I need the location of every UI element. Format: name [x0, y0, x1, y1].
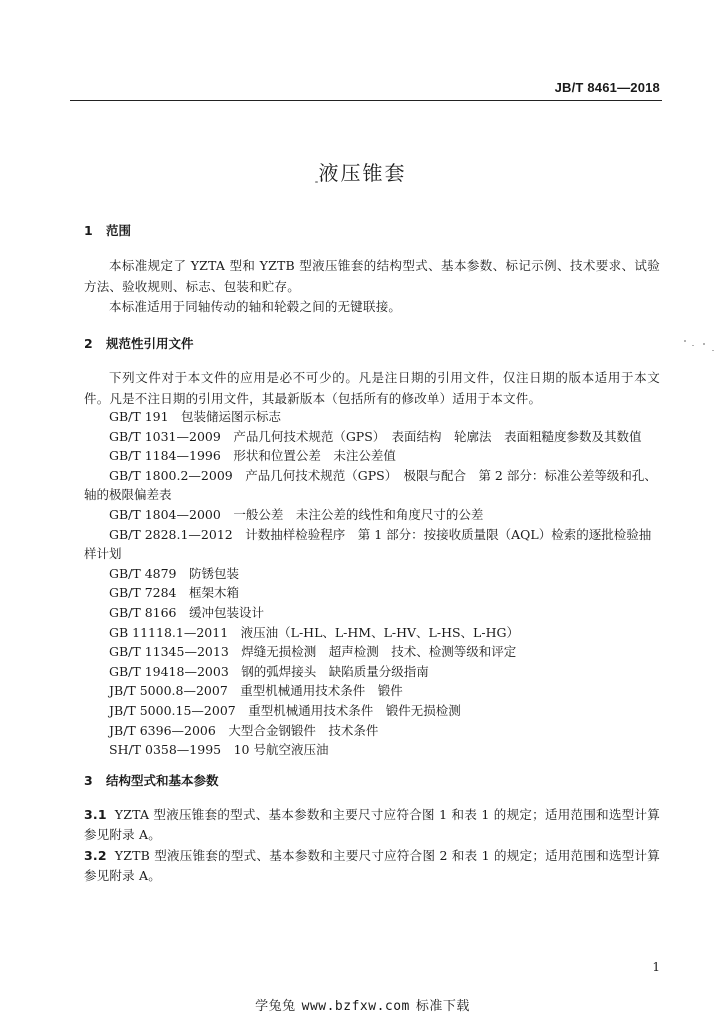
- reference-item: GB/T 11345—2013 焊缝无损检测 超声检测 技术、检测等级和评定: [109, 644, 517, 660]
- section-2-heading: [84, 334, 194, 352]
- clause-3-2: [84, 846, 660, 886]
- footer-site: www.bzfxw.com: [301, 999, 410, 1014]
- reference-item: JB/T 5000.15—2007 重型机械通用技术条件 锻件无损检测: [109, 702, 461, 718]
- standard-code: JB/T 8461—2018: [554, 80, 660, 95]
- section-3-heading: [84, 771, 219, 789]
- reference-item: SH/T 0358—1995 10 号航空液压油: [109, 742, 329, 758]
- reference-item: GB/T 2828.1—2012 计数抽样检验程序 第 1 部分：按接收质量限（AQL）检索的逐批检验抽样计划: [84, 526, 652, 562]
- scan-speck: [703, 343, 705, 345]
- scan-speck: [684, 340, 686, 342]
- section-number: 2: [84, 336, 93, 351]
- reference-item: GB/T 19418—2003 钢的弧焊接头 缺陷质量分级指南: [109, 663, 429, 679]
- clause-3-1: [84, 805, 660, 845]
- reference-item: GB/T 1184—1996 形状和位置公差 未注公差值: [109, 448, 396, 464]
- reference-item: GB/T 1804—2000 一般公差 未注公差的线性和角度尺寸的公差: [109, 506, 484, 522]
- section-number: 3: [84, 773, 93, 788]
- section-number: 1: [84, 223, 93, 238]
- clause-number: 3.2: [84, 848, 107, 863]
- reference-item: JB/T 6396—2006 大型合金钢锻件 技术条件: [109, 722, 379, 738]
- clause-text: YZTA 型液压锥套的型式、基本参数和主要尺寸应符合图 1 和表 1 的规定；适用范围和选型计算参见附录 A。: [84, 807, 660, 842]
- footer-tagline: 标准下载: [415, 999, 470, 1014]
- scan-speck: [712, 350, 714, 351]
- scan-speck: [315, 181, 318, 183]
- scan-speck: [692, 345, 694, 346]
- section-title: 规范性引用文件: [106, 336, 194, 351]
- section-title: 范围: [106, 223, 132, 238]
- section-2-intro: 下列文件对于本文件的应用是必不可少的。凡是注日期的引用文件，仅注日期的版本适用于本文件。凡是不注日期的引用文件，其最新版本（包括所有的修改单）适用于本文件。: [84, 370, 660, 406]
- footer-brand: 学兔兔: [255, 999, 296, 1014]
- document-title: 液压锥套: [318, 161, 407, 185]
- header-divider: [70, 100, 662, 101]
- clause-text: YZTB 型液压锥套的型式、基本参数和主要尺寸应符合图 2 和表 1 的规定；适用范围和选型计算参见附录 A。: [84, 848, 660, 883]
- reference-item: GB/T 191 包装储运图示标志: [109, 409, 282, 424]
- footer-watermark: [0, 995, 725, 1014]
- reference-list: [84, 407, 660, 760]
- reference-item: GB/T 1031—2009 产品几何技术规范（GPS） 表面结构 轮廓法 表面粗糙度参数及其数值: [109, 428, 642, 444]
- reference-item: GB/T 8166 缓冲包装设计: [109, 604, 265, 620]
- clause-number: 3.1: [84, 807, 107, 822]
- section-1-heading: [84, 221, 131, 239]
- reference-item: GB/T 7284 框架木箱: [109, 585, 240, 601]
- page-number: 1: [652, 960, 660, 974]
- reference-item: GB/T 1800.2—2009 产品几何技术规范（GPS） 极限与配合 第 2 部分：标准公差等级和孔、轴的极限偏差表: [84, 467, 657, 503]
- reference-item: GB/T 4879 防锈包装: [109, 565, 240, 581]
- reference-item: JB/T 5000.8—2007 重型机械通用技术条件 锻件: [109, 683, 403, 699]
- section-title: 结构型式和基本参数: [106, 773, 219, 788]
- section-1-paragraph: 本标准适用于同轴传动的轴和轮毂之间的无键联接。: [109, 299, 402, 314]
- section-1-paragraph: 本标准规定了 YZTA 型和 YZTB 型液压锥套的结构型式、基本参数、标记示例、技术要求、试验方法、验收规则、标志、包装和贮存。: [84, 258, 660, 294]
- reference-item: GB 11118.1—2011 液压油（L-HL、L-HM、L-HV、L-HS、L-HG）: [109, 624, 519, 640]
